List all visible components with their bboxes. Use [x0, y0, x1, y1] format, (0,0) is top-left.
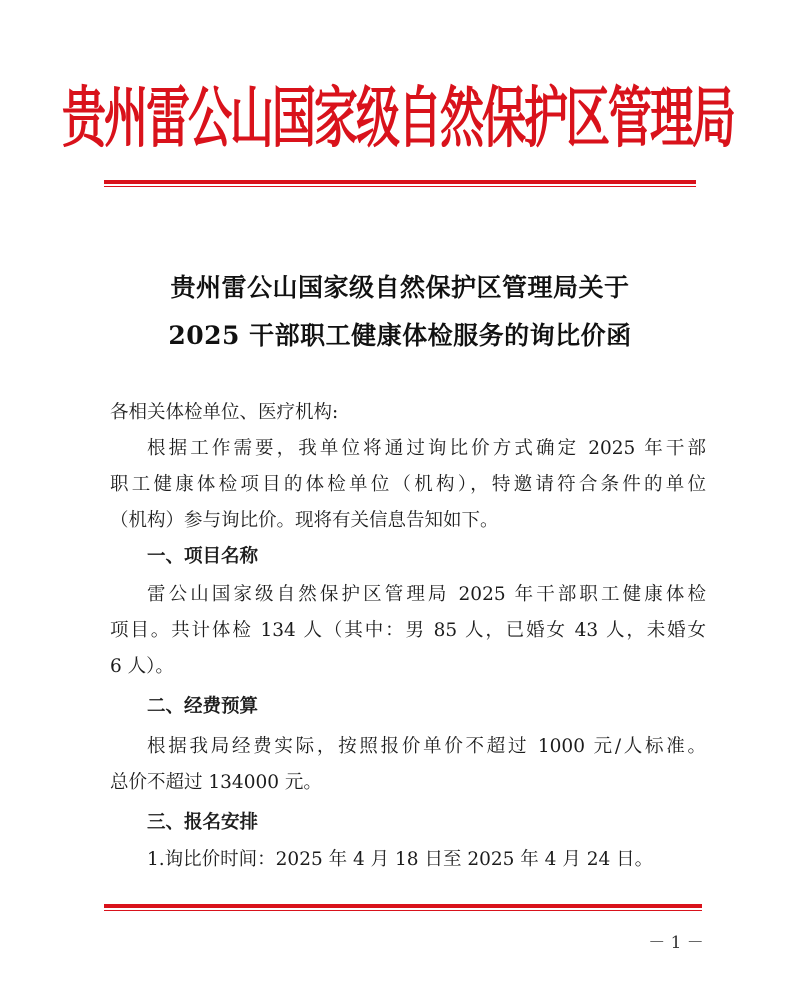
document-title-line-2: 2025 干部职工健康体检服务的询比价函 [168, 321, 632, 350]
masthead-org-name: 贵州雷公山国家级自然保护区管理局 [62, 80, 734, 157]
masthead-rule-thin [104, 186, 696, 187]
page-number: － 1 － [648, 933, 704, 953]
footer-rule-thin [104, 910, 702, 911]
footer-rule-thick [104, 904, 702, 908]
masthead-rule-thick [104, 180, 696, 184]
section-2-line-2: 总价不超过 134000 元。 [110, 772, 322, 793]
section-heading-2: 二、经费预算 [147, 696, 259, 717]
section-1-line-2: 项目。共计体检 134 人（其中：男 85 人，已婚女 43 人，未婚女 [110, 620, 706, 641]
section-3-line-1: 1.询比价时间：2025 年 4 月 18 日至 2025 年 4 月 24 日。 [147, 849, 654, 870]
section-2-line-1: 根据我局经费实际，按照报价单价不超过 1000 元/人标准。 [147, 736, 706, 757]
intro-line-2: 职工健康体检项目的体检单位（机构），特邀请符合条件的单位 [110, 474, 706, 495]
document-title-line-1: 贵州雷公山国家级自然保护区管理局关于 [170, 273, 630, 302]
intro-line-1: 根据工作需要，我单位将通过询比价方式确定 2025 年干部 [147, 438, 706, 459]
section-1-line-1: 雷公山国家级自然保护区管理局 2025 年干部职工健康体检 [147, 584, 706, 605]
section-1-line-3: 6 人）。 [110, 656, 174, 677]
section-heading-1: 一、项目名称 [147, 546, 259, 567]
intro-line-3: （机构）参与询比价。现将有关信息告知如下。 [110, 510, 499, 531]
section-heading-3: 三、报名安排 [147, 812, 259, 833]
salutation: 各相关体检单位、医疗机构: [110, 402, 339, 423]
